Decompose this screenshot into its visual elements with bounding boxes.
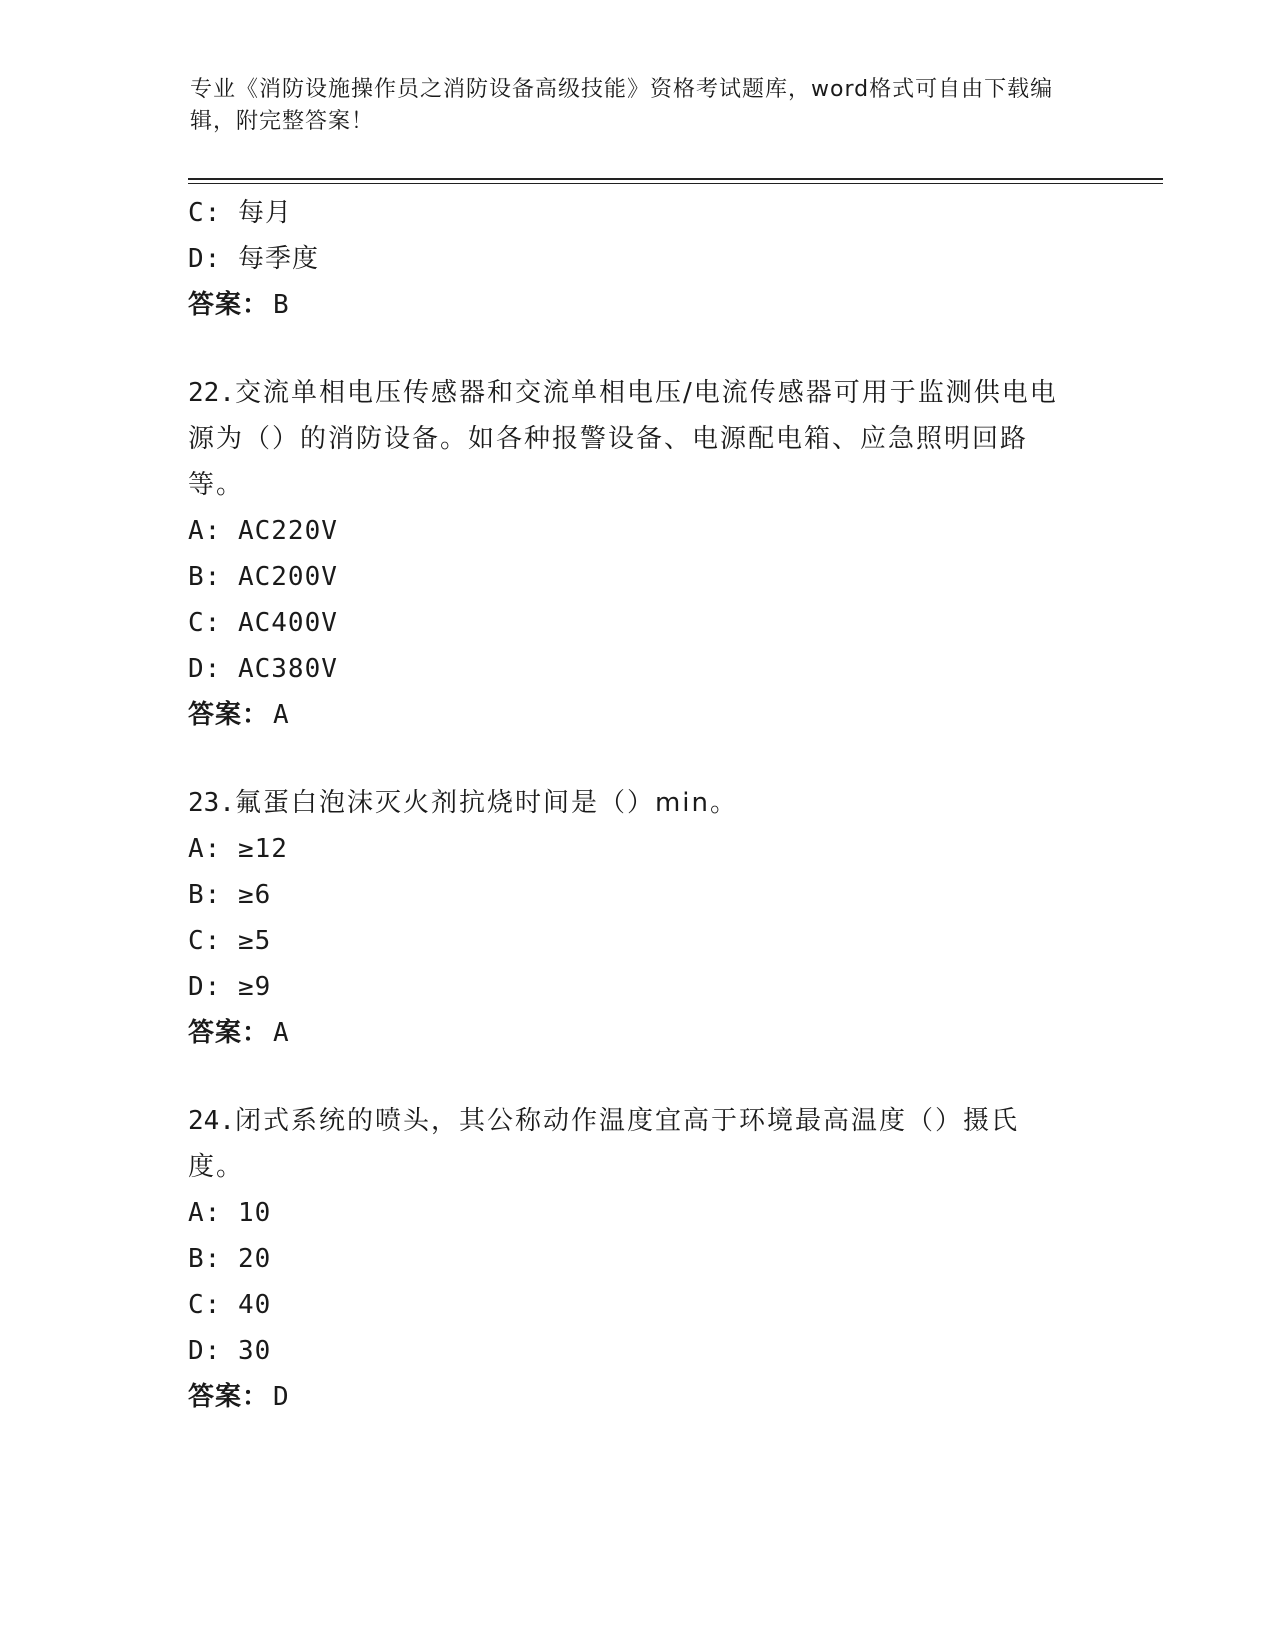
option-text: ≥9 xyxy=(237,972,272,1002)
answer-value: A xyxy=(273,1018,290,1048)
answer-label: 答案： xyxy=(188,700,270,730)
option-text: 30 xyxy=(237,1336,272,1366)
option-letter: D: xyxy=(188,972,222,1002)
answer-label: 答案： xyxy=(188,290,270,320)
option-text: AC400V xyxy=(237,608,338,638)
question-number: 24. xyxy=(188,1106,235,1136)
question-text: 氟蛋白泡沫灭火剂抗烧时间是（）min。 xyxy=(234,788,738,818)
document-header xyxy=(190,74,1090,138)
option-b xyxy=(188,1236,1088,1282)
option-letter: C: xyxy=(188,1290,222,1320)
option-text: 20 xyxy=(237,1244,272,1274)
option-c xyxy=(188,918,1088,964)
option-c xyxy=(188,1282,1088,1328)
option-letter: B: xyxy=(188,1244,222,1274)
header-text: 专业《消防设施操作员之消防设备高级技能》资格考试题库，word格式可自由下载编辑，附完整答案！ xyxy=(190,77,1054,134)
option-b xyxy=(188,554,1088,600)
question-number: 23. xyxy=(188,788,235,818)
question-list xyxy=(188,190,1088,1420)
option-b xyxy=(188,872,1088,918)
option-c xyxy=(188,190,1088,236)
option-d xyxy=(188,236,1088,282)
question-text: 交流单相电压传感器和交流单相电压/电流传感器可用于监测供电电源为（）的消防设备。如各种报警设备、电源配电箱、应急照明回路等。 xyxy=(188,378,1058,500)
option-text: 40 xyxy=(237,1290,272,1320)
option-a xyxy=(188,1190,1088,1236)
option-letter: B: xyxy=(188,880,222,910)
option-text: 10 xyxy=(237,1198,272,1228)
option-letter: A: xyxy=(188,1198,222,1228)
question-23 xyxy=(188,780,1088,1056)
header-divider-thin xyxy=(188,183,1163,184)
header-divider xyxy=(188,178,1163,180)
answer-line xyxy=(188,282,1088,328)
option-a xyxy=(188,826,1088,872)
answer-line xyxy=(188,1010,1088,1056)
option-text: 每月 xyxy=(237,198,292,228)
answer-line xyxy=(188,1374,1088,1420)
option-letter: D: xyxy=(188,1336,222,1366)
question-21-continuation xyxy=(188,190,1088,328)
answer-value: D xyxy=(273,1382,290,1412)
question-text: 闭式系统的喷头，其公称动作温度宜高于环境最高温度（）摄氏度。 xyxy=(188,1106,1019,1182)
option-letter: A: xyxy=(188,834,222,864)
option-letter: C: xyxy=(188,926,222,956)
question-number: 22. xyxy=(188,378,235,408)
option-c xyxy=(188,600,1088,646)
option-text: ≥12 xyxy=(237,834,288,864)
option-text: ≥5 xyxy=(237,926,272,956)
question-stem xyxy=(188,370,1068,508)
option-text: AC220V xyxy=(237,516,338,546)
question-stem xyxy=(188,780,1068,826)
answer-value: A xyxy=(273,700,290,730)
option-a xyxy=(188,508,1088,554)
option-letter: D: xyxy=(188,654,222,684)
option-d xyxy=(188,1328,1088,1374)
answer-label: 答案： xyxy=(188,1382,270,1412)
option-letter: C: xyxy=(188,608,222,638)
option-letter: A: xyxy=(188,516,222,546)
answer-line xyxy=(188,692,1088,738)
option-letter: C: xyxy=(188,198,222,228)
question-24 xyxy=(188,1098,1088,1420)
question-stem xyxy=(188,1098,1068,1190)
question-22 xyxy=(188,370,1088,738)
answer-label: 答案： xyxy=(188,1018,270,1048)
option-text: AC200V xyxy=(237,562,338,592)
option-text: ≥6 xyxy=(237,880,272,910)
option-d xyxy=(188,964,1088,1010)
option-text: AC380V xyxy=(237,654,338,684)
option-letter: B: xyxy=(188,562,222,592)
option-text: 每季度 xyxy=(237,244,319,274)
option-letter: D: xyxy=(188,244,222,274)
option-d xyxy=(188,646,1088,692)
answer-value: B xyxy=(273,290,290,320)
